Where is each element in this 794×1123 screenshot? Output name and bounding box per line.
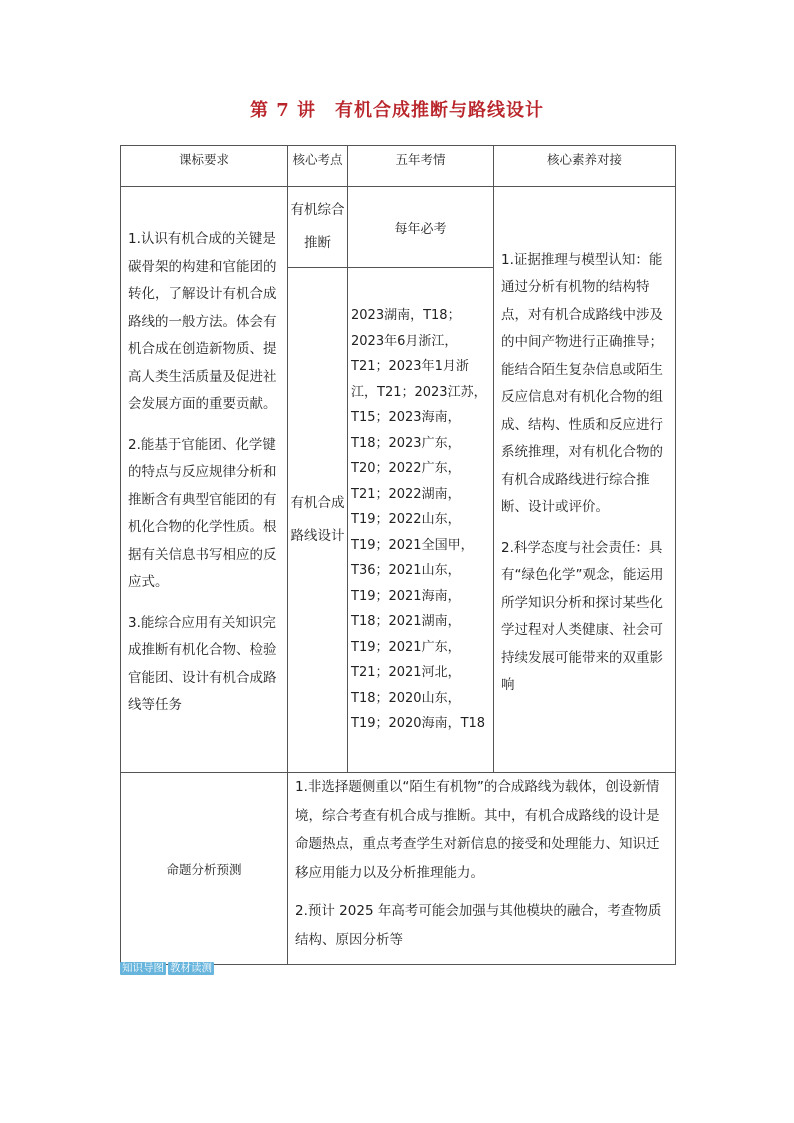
tag-textbook-reading[interactable]: 教材读测: [170, 962, 212, 974]
section-tags: [120, 962, 214, 975]
topic-name: 有机综合推断: [288, 187, 348, 268]
forecast-row: [121, 773, 676, 965]
forecast-content: [288, 773, 676, 965]
literacy-cell: [494, 187, 676, 773]
header-requirements: 课标要求: [121, 146, 288, 187]
topic-exam: 每年必考: [348, 187, 494, 268]
overview-table: [120, 145, 676, 965]
forecast-label: 命题分析预测: [121, 773, 288, 965]
table-header-row: [121, 146, 676, 187]
page-title: 第 7 讲 有机合成推断与路线设计: [249, 100, 545, 121]
topic-exam: 2023湖南，T18；2023年6月浙江，T21；2023年1月浙江，T21；2023江苏，T15；2023海南，T18；2023广东，T20；2022广东，T21；2022湖南，T19；2022山东，T19；2021全国甲，T36；2021山东，T19；2021海南，T18；2021湖南，T19；2021广东，T21；2021河北，T18；2020山东，T19；2020海南，T18: [348, 268, 494, 773]
header-exam: 五年考情: [348, 146, 494, 187]
requirement-item: 1.认识有机合成的关键是碳骨架的构建和官能团的转化，了解设计有机合成路线的一般方法。体会有机合成在创造新物质、提高人类生活质量及促进社会发展方面的重要贡献。: [128, 231, 277, 413]
header-topics: 核心考点: [288, 146, 348, 187]
topic-name: 有机合成路线设计: [288, 268, 348, 773]
tag-knowledge-map[interactable]: 知识导图: [122, 962, 164, 974]
literacy-item: 1.证据推理与模型认知：能通过分析有机物的结构特点，对有机合成路线中涉及的中间产物进行正确推导；能结合陌生复杂信息或陌生反应信息对有机化合物的组成、结构、性质和反应进行系统推理，对有机化合物的有机合成路线进行综合推断、设计或评价。: [501, 251, 663, 515]
table-row: [121, 187, 676, 268]
forecast-point: 2.预计 2025 年高考可能会加强与其他模块的融合，考查物质结构、原因分析等: [295, 903, 662, 948]
requirements-cell: [121, 187, 288, 773]
literacy-item: 2.科学态度与社会责任：具有“绿色化学”观念，能运用所学知识分析和探讨某些化学过程对人类健康、社会可持续发展可能带来的双重影响: [501, 539, 664, 693]
requirement-item: 3.能综合应用有关知识完成推断有机化合物、检验官能团、设计有机合成路线等任务: [128, 614, 277, 714]
requirement-item: 2.能基于官能团、化学键的特点与反应规律分析和推断含有典型官能团的有机化合物的化学性质。根据有关信息书写相应的反应式。: [128, 436, 277, 591]
header-literacy: 核心素养对接: [494, 146, 676, 187]
forecast-point: 1.非选择题侧重以“陌生有机物”的合成路线为载体，创设新情境，综合考查有机合成与推断。其中，有机合成路线的设计是命题热点，重点考查学生对新信息的接受和处理能力、知识迁移应用能力以及分析推理能力。: [295, 779, 660, 881]
